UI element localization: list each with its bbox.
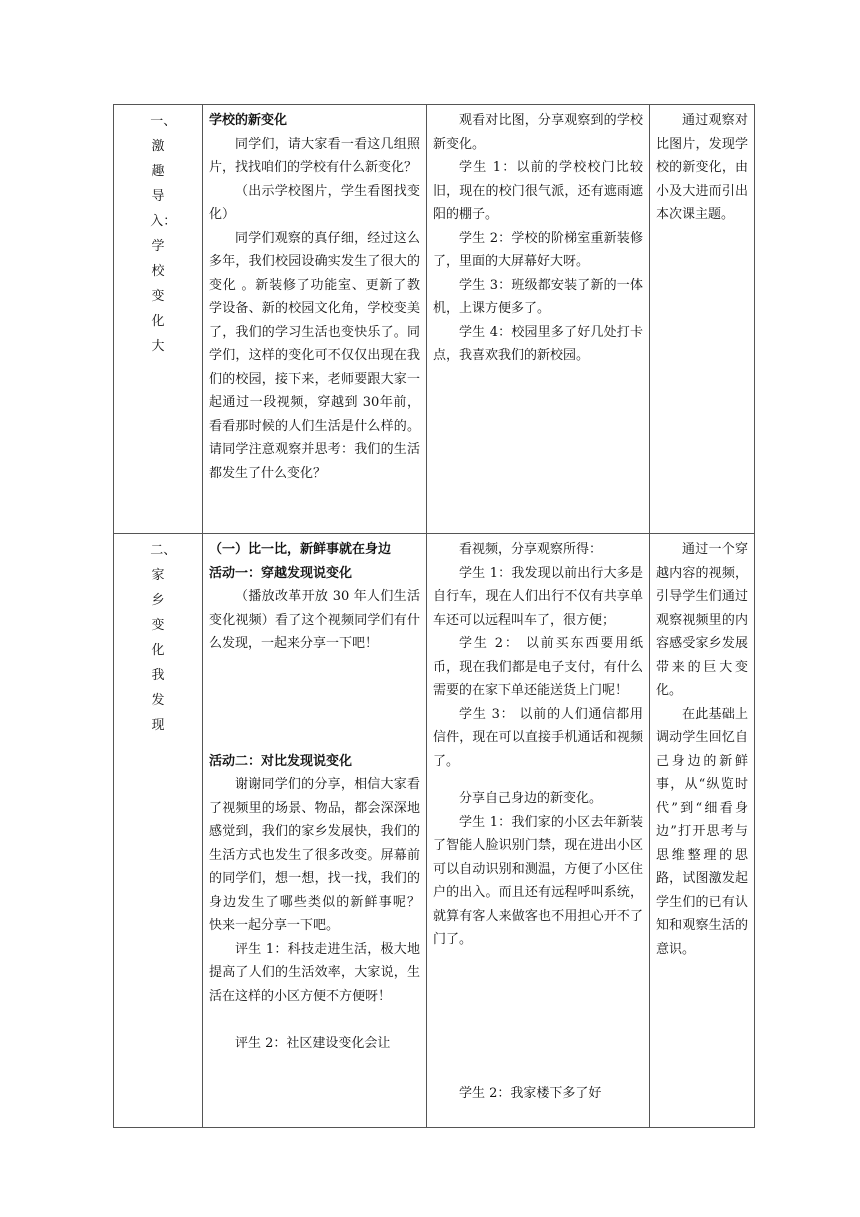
student-paragraph: 学生 3： 以前的人们通信都用信件，现在可以直接手机通话和视频了。 xyxy=(433,706,643,769)
teacher-paragraph: （播放改革开放 30 年人们生活变化视频）看了这个视频同学们有什么发现，一起来分享一下吧！ xyxy=(209,589,420,651)
activity-heading: 学校的新变化 xyxy=(209,113,288,128)
table-row xyxy=(114,105,755,534)
student-paragraph: 分享自己身边的新变化。 xyxy=(459,791,603,806)
table-row xyxy=(114,534,755,1128)
activity-two-title: 活动二：对比发现说变化 xyxy=(209,753,353,769)
lesson-plan-table xyxy=(113,104,755,1128)
section-title-cell xyxy=(114,105,203,534)
intent-paragraph: 通过观察对比图片，发现学校的新变化，由小及大进而引出本次课主题。 xyxy=(656,113,748,222)
teacher-paragraph: 同学们观察的真仔细，经过这么多年，我们校园设确实发生了很大的变化 。新装修了功能室、更新了教学设备、新的校园文化角，学校变美了，我们的学习生活也变快乐了。同学们，这样的变化可不仅仅出现在我们的校园，接下来，老师要跟大家一起通过一段视频，穿越到 30年前，看看那时候的人们生活是什么样的。请同学注意观察并思考：我们的生活都发生了什么变化？ xyxy=(209,230,420,481)
teacher-paragraph: 评生 2：社区建设变化会让 xyxy=(235,1036,391,1051)
design-intent-cell xyxy=(650,534,755,1128)
student-paragraph: 看视频，分享观察所得： xyxy=(459,542,603,557)
design-intent-cell xyxy=(650,105,755,534)
teacher-paragraph: 谢谢同学们的分享，相信大家看了视频里的场景、物品，都会深深地感觉到，我们的家乡发展快，我们的生活方式也发生了很多改变。屏幕前的同学们，想一想，找一找，我们的身边发生了哪些类似的新鲜事呢？ 快来一起分享一下吧。 xyxy=(209,777,420,933)
student-paragraph: 观看对比图，分享观察到的学校新变化。 xyxy=(433,113,643,152)
activity-heading: （一）比一比，新鲜事就在身边 xyxy=(209,542,392,557)
teacher-paragraph: （出示学校图片，学生看图找变化） xyxy=(209,183,420,222)
section-title: 一、激趣导入：学校变化大 xyxy=(150,114,177,354)
student-activity-cell xyxy=(427,534,650,1128)
student-paragraph: 学生 4：校园里多了好几处打卡点，我喜欢我们的新校园。 xyxy=(433,324,643,363)
student-paragraph: 学生 1：我发现以前出行大多是自行车，现在人们出行不仅有共享单车还可以远程叫车了，很方便； xyxy=(433,565,643,628)
teacher-activity-cell xyxy=(203,105,427,534)
section-title-cell xyxy=(114,534,203,1128)
student-activity-cell xyxy=(427,105,650,534)
student-paragraph: 学生 3：班级都安装了新的一体机，上课方便多了。 xyxy=(433,277,643,316)
teacher-paragraph: 评生 1：科技走进生活，极大地提高了人们的生活效率，大家说，生活在这样的小区方便不方便呀！ xyxy=(209,941,420,1004)
student-paragraph: 学生 2： 以前买东西要用纸币，现在我们都是电子支付，有什么需要的在家下单还能送货上门呢！ xyxy=(433,636,643,698)
teacher-activity-cell xyxy=(203,534,427,1128)
teacher-paragraph: 同学们，请大家看一看这几组照片，找找咱们的学校有什么新变化？ xyxy=(209,136,420,175)
activity-one-title: 活动一：穿越发现说变化 xyxy=(209,565,353,581)
student-paragraph: 学生 1：我们家的小区去年新装了智能人脸识别门禁，现在进出小区可以自动识别和测温，方便了小区住户的出入。而且还有远程呼叫系统，就算有客人来做客也不用担心开不了门了。 xyxy=(433,814,643,947)
intent-paragraph: 在此基础上调动学生回忆自己身边的新鲜事，从“纵览时代”到“细看身边”打开思考与思维整理的思路，试图激发起学生们的已有认知和观察生活的意识。 xyxy=(656,706,748,957)
student-paragraph: 学生 1：以前的学校校门比较旧，现在的校门很气派，还有遮雨遮阳的棚子。 xyxy=(433,160,643,222)
student-paragraph: 学生 2：我家楼下多了好 xyxy=(459,1085,602,1101)
student-paragraph: 学生 2：学校的阶梯室重新装修了，里面的大屏幕好大呀。 xyxy=(433,230,643,269)
section-title: 二、家乡变化我发现 xyxy=(150,543,177,733)
intent-paragraph: 通过一个穿越内容的视频，引导学生们通过观察视频里的内容感受家乡发展带来的巨大变化。 xyxy=(656,542,748,698)
